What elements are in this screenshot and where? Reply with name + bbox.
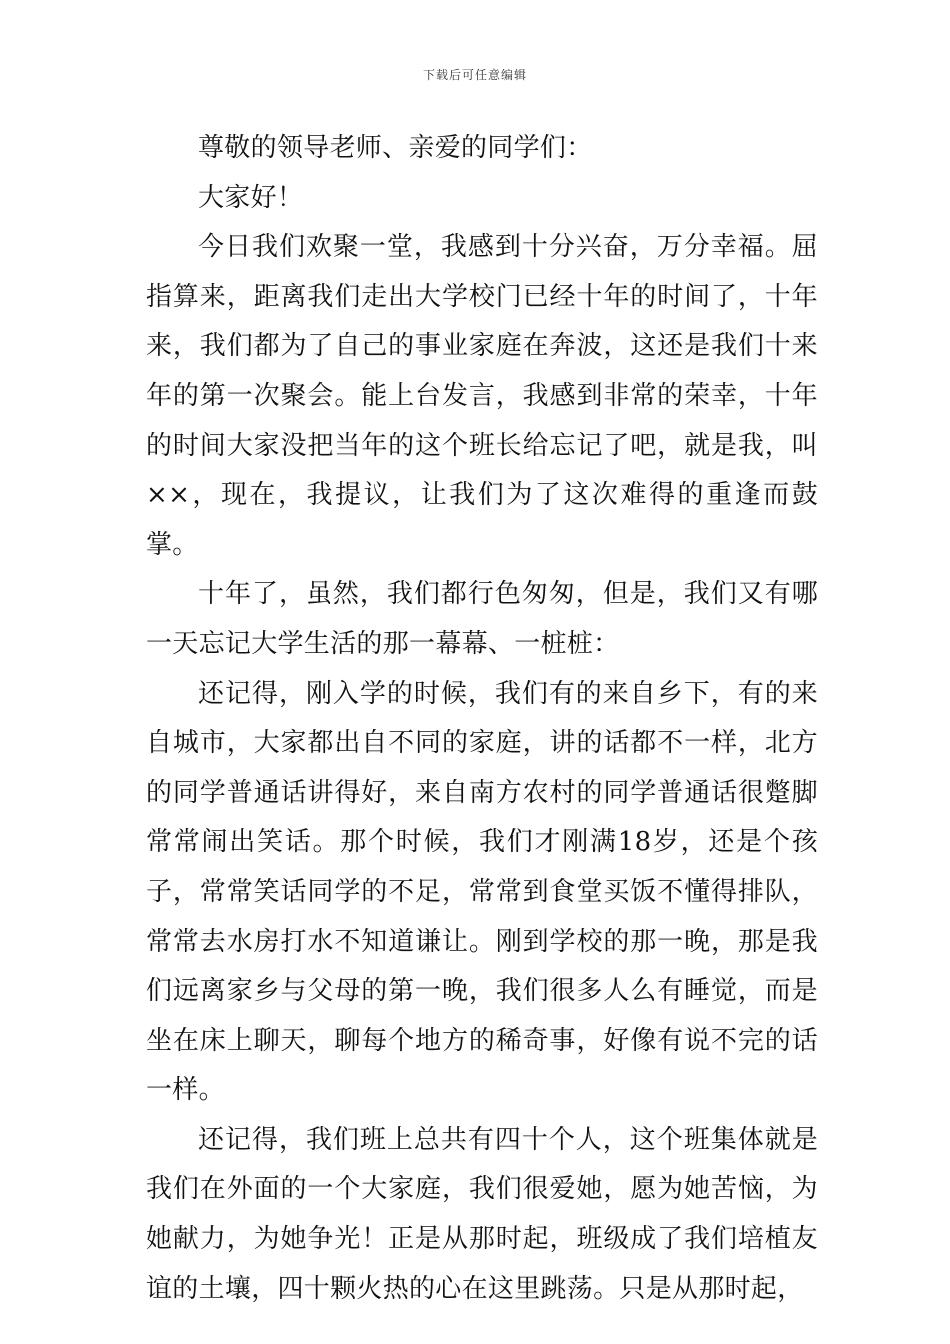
paragraph-opening: 今日我们欢聚一堂，我感到十分兴奋，万分幸福。屈指算来，距离我们走出大学校门已经十年的时间了，十年来，我们都为了自己的事业家庭在奔波，这还是我们十来年的第一次聚会。能上台发言，我感到非常的荣幸，十年的时间大家没把当年的这个班长给忘记了吧，就是我，叫××，现在，我提议，让我们为了这次难得的重逢而鼓掌。 (146, 232, 818, 560)
speech-body (146, 124, 818, 1314)
paragraph-class-family: 还记得，我们班上总共有四十个人，这个班集体就是我们在外面的一个大家庭，我们很爱她，愿为她苦恼，为她献力，为她争光！正是从那时起，班级成了我们培植友谊的土壤，四十颗火热的心在这里跳荡。只是从那时起， (146, 1124, 818, 1304)
greeting-line: 尊敬的领导老师、亲爱的同学们： (198, 133, 593, 163)
hello-line: 大家好！ (198, 182, 304, 213)
paragraph-ten-years: 十年了，虽然，我们都行色匆匆，但是，我们又有哪一天忘记大学生活的那一幕幕、一桩桩： (146, 579, 818, 659)
paragraph-freshman-memories: 还记得，刚入学的时候，我们有的来自乡下，有的来自城市，大家都出自不同的家庭，讲的话都不一样，北方的同学普通话讲得好，来自南方农村的同学普通话很蹩脚常常闹出笑话。那个时候，我们才刚满18岁，还是个孩子，常常笑话同学的不足，常常到食堂买饭不懂得排队，常常去水房打水不知道谦让。刚到学校的那一晚，那是我们远离家乡与父母的第一晚，我们很多人么有睡觉，而是坐在床上聊天，聊每个地方的稀奇事，好像有说不完的话一样。 (146, 678, 818, 1106)
header-note: 下载后可任意编辑 (422, 68, 527, 82)
